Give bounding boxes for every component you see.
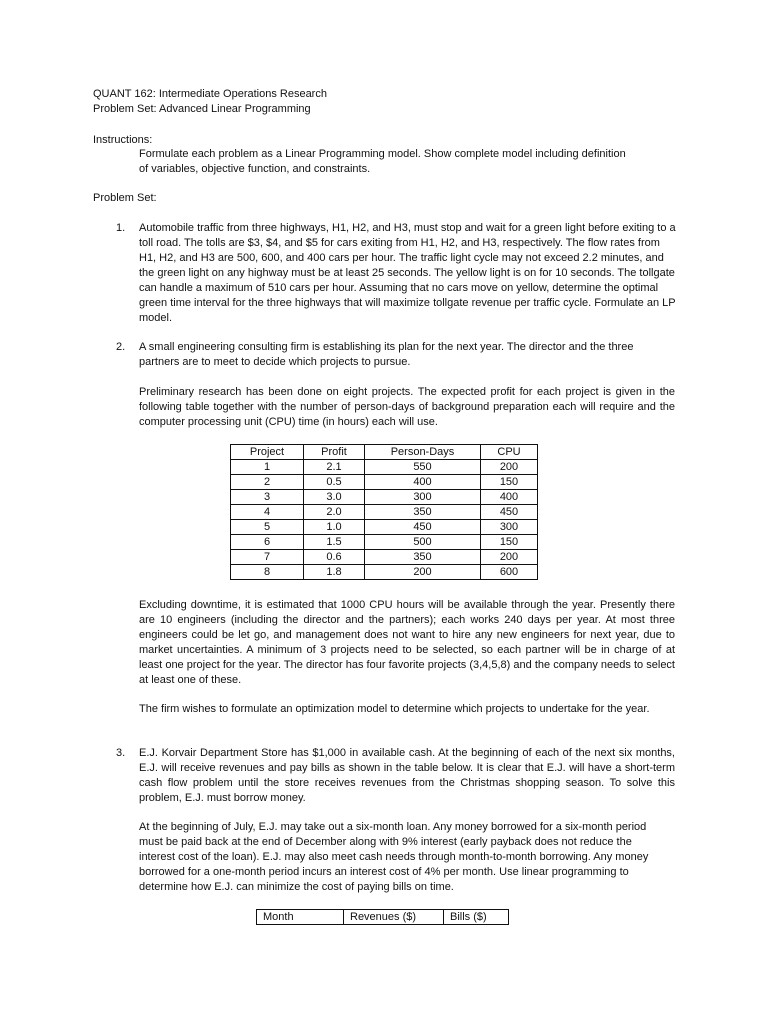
cell-profit: 2.0 [304,505,365,520]
problem-2-number: 2. [116,341,126,353]
cell-project: 5 [231,520,304,535]
cell-profit: 3.0 [304,490,365,505]
cell-person-days: 500 [365,535,481,550]
document-header [93,87,327,117]
cell-project: 3 [231,490,304,505]
table-row [231,550,538,565]
cell-person-days: 450 [365,520,481,535]
cash-flow-table [256,909,509,925]
cell-person-days: 350 [365,550,481,565]
table-row [231,520,538,535]
problem-3-paragraph-2: At the beginning of July, E.J. may take out a six-month loan. Any money borrowed for a six-month period must be paid back at the end of December along with 9% interest (early payback does not reduce the interest cost of the loan). E.J. may also meet cash needs through month-to-month borrowing. Any money borrowed for a one-month period incurs an interest cost of 4% per month. Use linear programming to determine how E.J. can minimize the cost of paying bills on time. [139,821,649,893]
problem-set-title: Problem Set: Advanced Linear Programming [93,103,311,115]
header-month: Month [257,910,344,925]
course-title: QUANT 162: Intermediate Operations Research [93,88,327,100]
problem-set-heading: Problem Set: [93,192,157,204]
cell-cpu: 300 [481,520,538,535]
cell-cpu: 150 [481,475,538,490]
cell-project: 6 [231,535,304,550]
table-row [231,535,538,550]
cell-person-days: 300 [365,490,481,505]
cell-cpu: 600 [481,565,538,580]
cell-profit: 0.5 [304,475,365,490]
header-cpu: CPU [481,445,538,460]
cash-flow-table-header [257,910,509,925]
cell-project: 7 [231,550,304,565]
problem-2-paragraph-4: The firm wishes to formulate an optimization model to determine which projects to undertake for the year. [139,703,650,715]
problem-1-number: 1. [116,222,126,234]
cell-cpu: 400 [481,490,538,505]
problem-2-paragraph-3: Excluding downtime, it is estimated that 1000 CPU hours will be available through the year. Presently there are 10 engineers (including the director and the partners); each works 240 days per year. At most three engineers could be let go, and management does not want to hire any new engineers for next year, due to market uncertainties. A minimum of 3 projects need to be selected, so each partner will be in charge of at least one project for the year. The director has four favorite projects (3,4,5,8) and the company needs to select at least one of these. [139,599,675,686]
header-revenues: Revenues ($) [344,910,444,925]
instructions-line-2: of variables, objective function, and constraints. [139,163,371,175]
table-row [231,475,538,490]
header-profit: Profit [304,445,365,460]
header-bills: Bills ($) [444,910,509,925]
cell-cpu: 450 [481,505,538,520]
cell-profit: 1.8 [304,565,365,580]
problem-2-paragraph-1: A small engineering consulting firm is establishing its plan for the next year. The director and the three partners are to meet to decide which projects to pursue. [139,341,634,368]
cell-project: 1 [231,460,304,475]
cell-project: 2 [231,475,304,490]
cell-cpu: 150 [481,535,538,550]
problem-3-paragraph-1: E.J. Korvair Department Store has $1,000 in available cash. At the beginning of each of the next six months, E.J. will receive revenues and pay bills as shown in the table below. It is clear that E.J. will have a short-term cash flow problem until the store receives revenues from the Christmas shopping season. To solve this problem, E.J. must borrow money. [139,747,675,804]
cell-cpu: 200 [481,550,538,565]
cell-person-days: 350 [365,505,481,520]
table-row [231,505,538,520]
instructions-heading: Instructions: [93,134,153,146]
table-row [231,460,538,475]
instructions-body [139,147,699,177]
table-row [231,565,538,580]
header-person-days: Person-Days [365,445,481,460]
cell-profit: 1.5 [304,535,365,550]
problem-1-text: Automobile traffic from three highways, H1, H2, and H3, must stop and wait for a green light before exiting to a toll road. The tolls are $3, $4, and $5 for cars exiting from H1, H2, and H3, respectively. The flow rates from H1, H2, and H3 are 500, 600, and 400 cars per hour. The traffic light cycle may not exceed 2.2 minutes, and the green light on any highway must be at least 25 seconds. The yellow light is on for 10 seconds. The tollgate can handle a maximum of 510 cars per hour. Assuming that no cars move on yellow, determine the optimal green time interval for the three highways that will maximize tollgate revenue per traffic cycle. Formulate an LP model. [139,222,676,324]
cell-cpu: 200 [481,460,538,475]
projects-table [230,444,538,580]
cell-person-days: 200 [365,565,481,580]
projects-table-header [231,445,538,460]
cell-person-days: 550 [365,460,481,475]
cell-profit: 2.1 [304,460,365,475]
problem-2-paragraph-2: Preliminary research has been done on eight projects. The expected profit for each project is given in the following table together with the number of person-days of background preparation each will require and the computer processing unit (CPU) time (in hours) each will use. [139,386,675,428]
table-row [231,490,538,505]
problem-3-number: 3. [116,747,126,759]
cell-profit: 1.0 [304,520,365,535]
cell-project: 8 [231,565,304,580]
instructions-line-1: Formulate each problem as a Linear Programming model. Show complete model including definition [139,148,626,160]
cell-person-days: 400 [365,475,481,490]
cell-project: 4 [231,505,304,520]
cell-profit: 0.6 [304,550,365,565]
header-project: Project [231,445,304,460]
